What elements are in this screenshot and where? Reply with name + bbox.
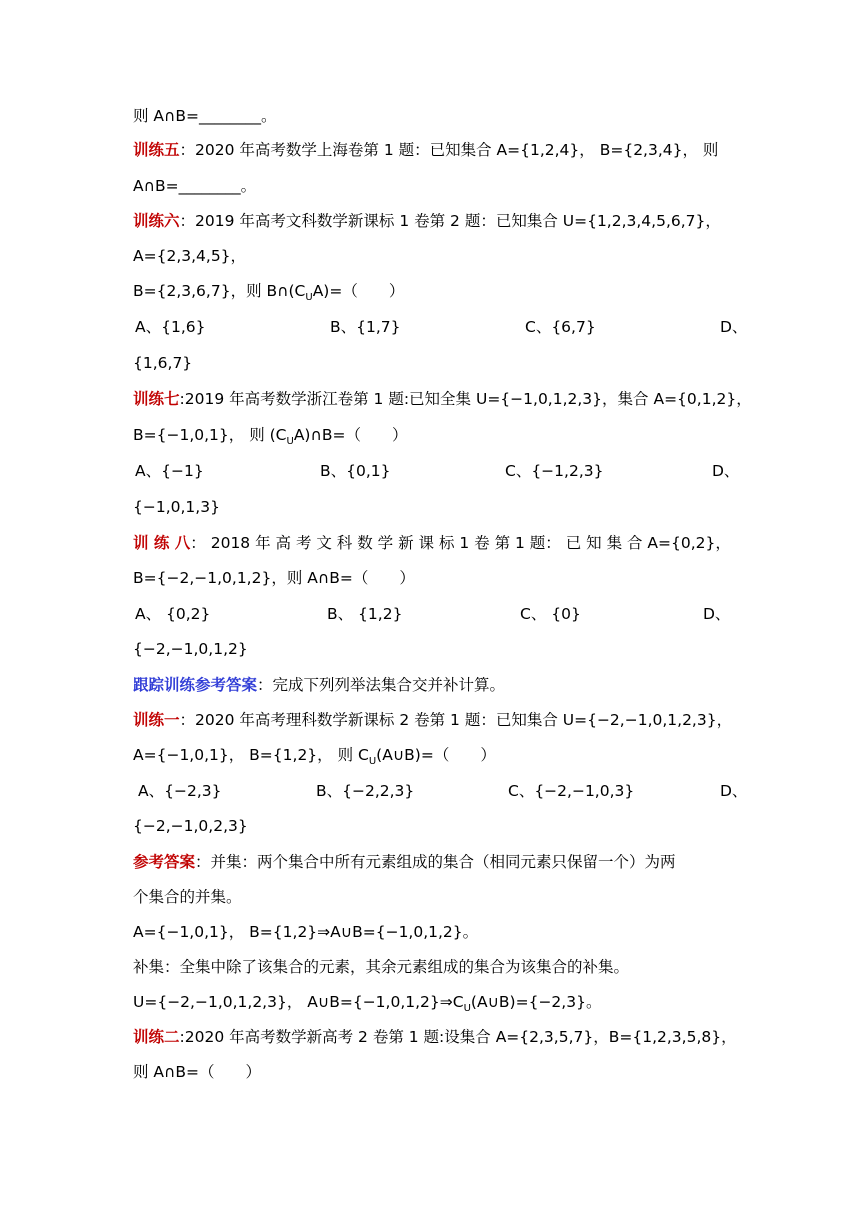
exercise-6-set-a: A={2,3,4,5}， (133, 247, 247, 265)
exercise-1-option-d-value: {−2,−1,0,2,3} (133, 817, 248, 835)
exercise-6-question: B={2,3,6,7}，则 $B\cap(C_UA)=$（ ） (133, 282, 405, 303)
exercise-5-label: 训练五 (133, 141, 180, 159)
reference-answer-label: 参考答案 (133, 853, 196, 871)
exercise-7-line: 训练七:2019 年高考数学浙江卷第 1 题:已知全集 U={−1,0,1,2,3}，集合 A={0,1,2}， (133, 390, 752, 408)
exercise-1-question: A={−1,0,1}， B={1,2}， 则 $C_U(A\cup B)=$（ ） (133, 746, 496, 767)
exercise-6-option-d: D、 (720, 318, 748, 336)
exercise-8-option-d-value: {−2,−1,0,1,2} (133, 640, 248, 658)
exercise-6-option-c: C、{6,7} (525, 318, 596, 336)
answers-header-line: 跟踪训练参考答案：完成下列列举法集合交并补计算。 (133, 676, 506, 694)
exercise-7-question: B={−1,0,1}， 则 $(C_UA)\cap B=$（ ） (133, 426, 408, 447)
exercise-5-continuation: A∩B=________。 (133, 177, 257, 195)
exercise-8-label: 训 练 八 (133, 534, 191, 552)
exercise-2-line: 训练二:2020 年高考数学新高考 2 卷第 1 题:设集合 A={2,3,5,7}，B={1,2,3,5,8}， (133, 1028, 737, 1046)
intersection-blank-line: 则 A∩B=________。 (133, 107, 277, 125)
answers-header-label: 跟踪训练参考答案 (133, 676, 258, 694)
reference-answer-line: 参考答案：并集：两个集合中所有元素组成的集合（相同元素只保留一个）为两 (133, 853, 676, 871)
exercise-7-option-c: C、{−1,2,3} (505, 462, 604, 480)
exercise-5-line: 训练五：2020 年高考数学上海卷第 1 题：已知集合 A={1,2,4}， B={2,3,4}， 则 (133, 141, 719, 159)
exercise-7-option-d-value: {−1,0,1,3} (133, 498, 220, 516)
exercise-7-option-d: D、 (712, 462, 740, 480)
exercise-1-option-b: B、{−2,2,3} (316, 782, 415, 800)
exercise-1-line: 训练一：2020 年高考理科数学新课标 2 卷第 1 题：已知集合 U={−2,−1,0,1,2,3}， (133, 711, 733, 729)
exercise-6-option-b: B、{1,7} (330, 318, 401, 336)
exercise-6-option-d-value: {1,6,7} (133, 354, 193, 372)
exercise-7-option-a: A、{−1} (135, 462, 204, 480)
exercise-8-option-c: C、 {0} (520, 605, 581, 623)
exercise-8-option-a: A、 {0,2} (135, 605, 211, 623)
exercise-1-option-a: A、{−2,3} (138, 782, 222, 800)
exercise-2-label: 训练二 (133, 1028, 180, 1046)
exercise-1-option-d: D、 (720, 782, 748, 800)
reference-answer-continuation: 个集合的并集。 (133, 888, 242, 906)
exercise-1-option-c: C、{−2,−1,0,3} (508, 782, 635, 800)
exercise-8-question: B={−2,−1,0,1,2}，则 A∩B=（ ） (133, 569, 415, 587)
complement-equation: U={−2,−1,0,1,2,3}， $A\cup B=\{-1,0,1,2\}\Rightarrow C_U(A\cup B)=\{-2,3\}$。 (133, 993, 602, 1014)
exercise-2-question: 则 A∩B=（ ） (133, 1063, 261, 1081)
exercise-6-option-a: A、{1,6} (135, 318, 206, 336)
exercise-6-label: 训练六 (133, 212, 180, 230)
exercise-1-label: 训练一 (133, 711, 180, 729)
exercise-8-option-d: D、 (703, 605, 731, 623)
union-equation: A={−1,0,1}， B={1,2}⇒A∪B={−1,0,1,2}。 (133, 923, 479, 941)
exercise-7-label: 训练七 (133, 390, 180, 408)
exercise-8-line: 训 练 八： 2018 年 高 考 文 科 数 学 新 课 标 1 卷 第 1 题： 已 知 集 合 A={0,2}， (133, 534, 731, 552)
exercise-6-line: 训练六：2019 年高考文科数学新课标 1 卷第 2 题：已知集合 U={1,2,3,4,5,6,7}， (133, 212, 721, 230)
complement-definition: 补集：全集中除了该集合的元素，其余元素组成的集合为该集合的补集。 (133, 958, 630, 976)
exercise-8-option-b: B、 {1,2} (327, 605, 403, 623)
exercise-7-option-b: B、{0,1} (320, 462, 391, 480)
